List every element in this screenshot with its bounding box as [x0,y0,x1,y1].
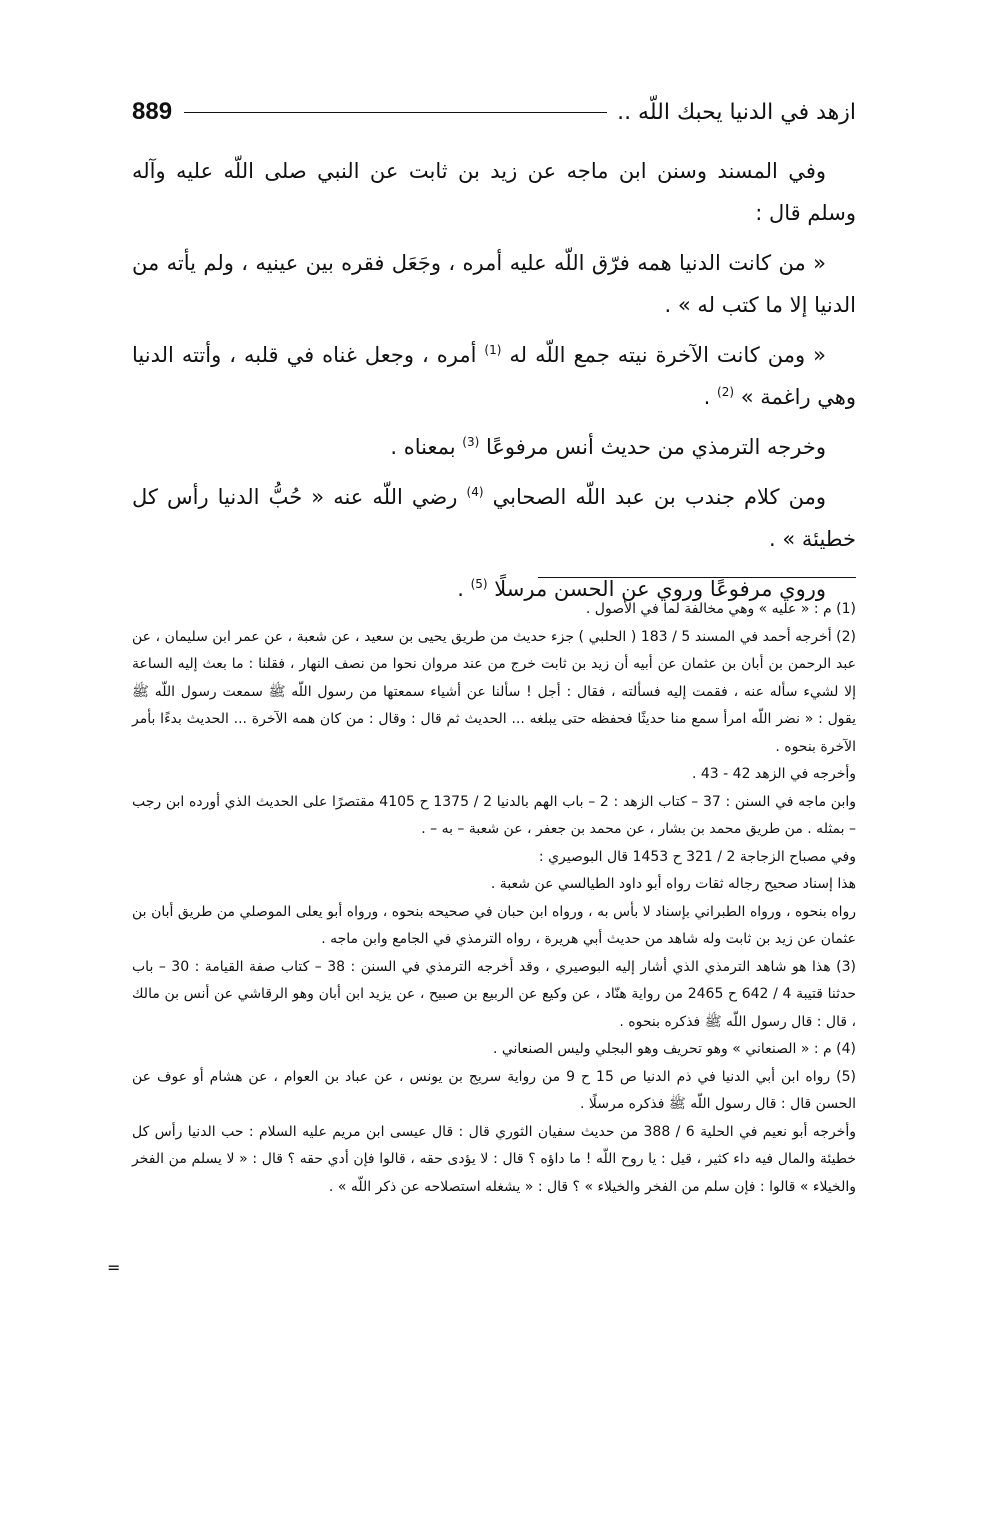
paragraph-2: « من كانت الدنيا همه فرّق اللّه عليه أمره ، وجَعَل فقره بين عينيه ، ولم يأته من الدنيا إلا ما كتب له » . [132,251,856,317]
footnote-1: (1) م : « عليه » وهي مخالفة لما في الأصول . [585,601,856,617]
paragraph-4-part-a: وخرجه الترمذي من حديث أنس مرفوعًا [486,435,826,459]
paragraph-5 [132,476,856,560]
header-title: ازهد في الدنيا يحبك اللّه .. [617,99,856,125]
paragraph-3-part-c: . [703,385,711,409]
footnote-2-cont-1: وأخرجه في الزهد 42 - 43 . [691,766,856,782]
footnote-ref-3: (3) [462,435,480,449]
footnote-4: (4) م : « الصنعاني » وهو تحريف وهو البجلي وليس الصنعاني . [492,1041,856,1057]
footnote-2-cont-3: وفي مصباح الزجاجة 2 / 321 ح 1453 قال البوصيري : [538,848,856,865]
footnote-ref-2: (2) [717,385,735,399]
footnote-5: (5) رواه ابن أبي الدنيا في ذم الدنيا ص 15 ح 9 من رواية سريج بن يونس ، عن عباد بن العوام ، عن هشام أو عوف عن الحسن قال : قال رسول اللّه ﷺ فذكره مرسلًا . [132,1068,856,1112]
footnote-separator [538,577,856,578]
paragraph-4-part-b: بمعناه . [390,435,456,459]
paragraph-6-part-b: . [457,577,464,601]
footnote-2-cont-2: وابن ماجه في السنن : 37 – كتاب الزهد : 2 – باب الهم بالدنيا 2 / 1375 ح 4105 مقتصرًا على الحديث الذي أورده ابن رجب – بمثله . من طريق محمد بن بشار ، عن محمد بن جعفر ، عن شعبة – به – . [132,793,856,837]
main-text [132,150,856,618]
footnote-ref-4: (4) [466,485,484,499]
paragraph-3-part-b: أمره ، وجعل غناه في قلبه ، وأتته الدنيا وهي راغمة » [132,343,856,409]
footnote-ref-5: (5) [470,577,488,591]
footnote-ref-1: (1) [484,343,502,357]
paragraph-3 [132,334,856,418]
continuation-mark: = [107,1258,121,1277]
header-rule [184,112,607,113]
paragraph-5-part-b: رضي اللّه عنه « حُبُّ الدنيا رأس كل خطيئة » . [132,485,856,551]
footnote-3: (3) هذا هو شاهد الترمذي الذي أشار إليه البوصيري ، وقد أخرجه الترمذي في السنن : 38 – كتاب صفة القيامة : 30 – باب حدثنا قتيبة 4 / 642 ح 2465 من رواية هنّاد ، عن وكيع عن الربيع بن صبيح ، عن يزيد ابن أبان وهو الرقاشي عن أنس بن مالك ، قال : قال رسول اللّه ﷺ فذكره بنحوه . [132,958,856,1030]
paragraph-6-part-a: وروي مرفوعًا وروي عن الحسن مرسلًا [494,577,826,601]
paragraph-1: وفي المسند وسنن ابن ماجه عن زيد بن ثابت عن النبي صلى اللّه عليه وآله وسلم قال : [132,159,856,225]
paragraph-4 [132,426,856,468]
page-number: 889 [132,98,173,125]
paragraph-5-part-a: ومن كلام جندب بن عبد اللّه الصحابي [492,485,827,509]
footnote-5-cont: وأخرجه أبو نعيم في الحلية 6 / 388 من حديث سفيان الثوري قال : قال عيسى ابن مريم عليه السلام : حب الدنيا رأس كل خطيئة والمال فيه داء كثير ، قيل : يا روح اللّه ! ما داؤه ؟ قال : لا يؤدى حقه ، قالوا فإن أدي حقه ؟ قال : « لا يسلم من الفخر والخيلاء » قالوا : فإن سلم من الفخر والخيلاء » ؟ قال : « يشغله استصلاحه عن ذكر اللّه » . [132,1123,856,1195]
footnotes [132,596,856,1201]
running-header [132,92,856,132]
paragraph-3-part-a: « ومن كانت الآخرة نيته جمع اللّه له [509,343,826,367]
footnote-2-cont-5: رواه بنحوه ، ورواه الطبراني بإسناد لا بأس به ، ورواه ابن حبان في صحيحه بنحوه ، ورواه أبو يعلى الموصلي من طريق أبان بن عثمان عن زيد بن ثابت وله شاهد من حديث أبي هريرة ، رواه الترمذي في الجامع وابن ماجه . [132,903,856,947]
footnote-2: (2) أخرجه أحمد في المسند 5 / 183 ( الحلبي ) جزء حديث من طريق يحيى بن سعيد ، عن شعبة ، عن عمر ابن سليمان ، عن عبد الرحمن بن أبان بن عثمان عن أبيه أن زيد بن ثابت خرج من عند مروان نحوا من نصف النهار ، فقلنا : ما بعث إليه الساعة إلا لشيء سأله عنه ، فقمت إليه فسألته ، فقال : أجل ! سألنا عن أشياء سمعتها من رسول اللّه ﷺ سمعت رسول اللّه ﷺ يقول : « نضر اللّه امرأ سمع منا حديثًا فحفظه حتى يبلغه ... الحديث ثم قال : وقال : من كان همه الآخرة ... الحديث بدءًا بأمر الآخرة بنحوه . [132,628,856,755]
footnote-2-cont-4: هذا إسناد صحيح رجاله ثقات رواه أبو داود الطيالسي عن شعبة . [490,876,856,892]
